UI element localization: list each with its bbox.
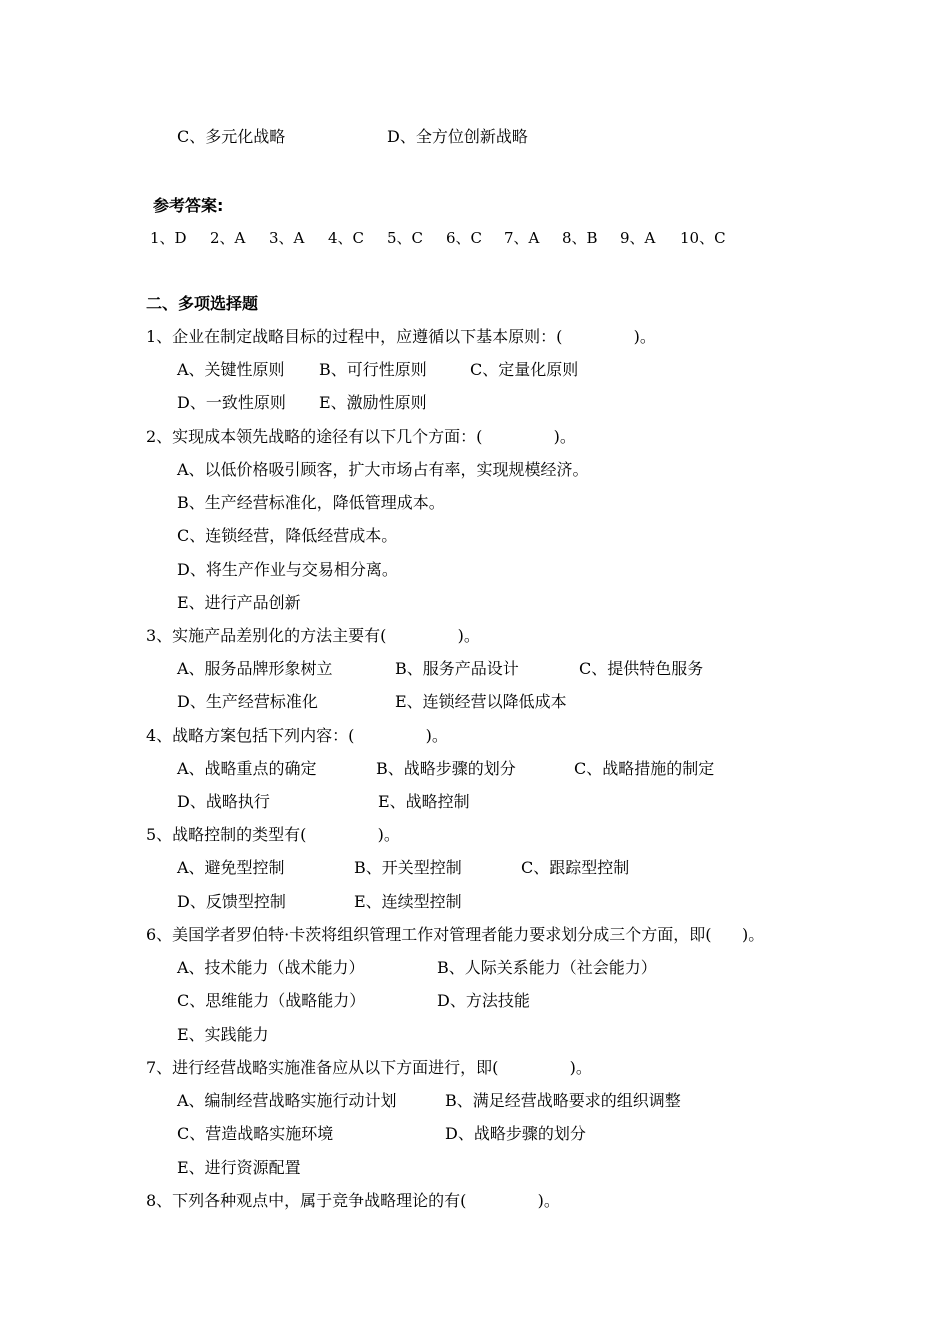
q4-option-b: B、战略步骤的划分 [376, 759, 516, 778]
q1-option-d: D、一致性原则 [177, 393, 286, 412]
q5-option-d: D、反馈型控制 [177, 892, 286, 911]
answer-item: 7、A [504, 229, 540, 247]
question-4-stem: 4、战略方案包括下列内容：( )。 [146, 726, 448, 745]
q3-option-d: D、生产经营标准化 [177, 692, 318, 711]
q7-option-a: A、编制经营战略实施行动计划 [177, 1091, 397, 1110]
q2-option-e: E、进行产品创新 [177, 593, 301, 612]
q6-option-e: E、实践能力 [177, 1025, 269, 1044]
q4-option-d: D、战略执行 [177, 792, 270, 811]
q3-option-a: A、服务品牌形象树立 [177, 659, 333, 678]
question-8-stem: 8、下列各种观点中，属于竞争战略理论的有( )。 [146, 1191, 560, 1210]
answer-item: 1、D [150, 229, 187, 247]
q7-option-e: E、进行资源配置 [177, 1158, 301, 1177]
q4-option-e: E、战略控制 [378, 792, 470, 811]
q6-option-b: B、人际关系能力（社会能力） [437, 958, 657, 977]
prev-option-d: D、全方位创新战略 [387, 127, 528, 146]
q5-option-a: A、避免型控制 [177, 858, 285, 877]
q1-option-a: A、关键性原则 [177, 360, 285, 379]
answer-item: 5、C [387, 229, 424, 247]
q7-option-b: B、满足经营战略要求的组织调整 [445, 1091, 681, 1110]
question-1-stem: 1、企业在制定战略目标的过程中，应遵循以下基本原则：( )。 [146, 327, 656, 346]
q1-option-b: B、可行性原则 [319, 360, 427, 379]
q7-option-d: D、战略步骤的划分 [445, 1124, 586, 1143]
answer-item: 4、C [328, 229, 365, 247]
answer-key-label: 参考答案: [153, 196, 224, 215]
q5-option-e: E、连续型控制 [354, 892, 462, 911]
q1-option-e: E、激励性原则 [319, 393, 427, 412]
q3-option-e: E、连锁经营以降低成本 [395, 692, 567, 711]
answer-item: 3、A [269, 229, 305, 247]
answer-item: 8、B [562, 229, 598, 247]
q4-option-a: A、战略重点的确定 [177, 759, 317, 778]
question-2-stem: 2、实现成本领先战略的途径有以下几个方面：( )。 [146, 427, 576, 446]
q2-option-b: B、生产经营标准化，降低管理成本。 [177, 493, 445, 512]
question-7-stem: 7、进行经营战略实施准备应从以下方面进行，即( )。 [146, 1058, 592, 1077]
q6-option-a: A、技术能力（战术能力） [177, 958, 365, 977]
q7-option-c: C、营造战略实施环境 [177, 1124, 334, 1143]
answer-item: 10、C [680, 229, 726, 247]
prev-option-c: C、多元化战略 [177, 127, 286, 146]
q4-option-c: C、战略措施的制定 [574, 759, 715, 778]
q6-option-c: C、思维能力（战略能力） [177, 991, 366, 1010]
q6-option-d: D、方法技能 [437, 991, 530, 1010]
q5-option-c: C、跟踪型控制 [521, 858, 630, 877]
question-3-stem: 3、实施产品差别化的方法主要有( )。 [146, 626, 480, 645]
q2-option-a: A、以低价格吸引顾客，扩大市场占有率，实现规模经济。 [177, 460, 589, 479]
q3-option-b: B、服务产品设计 [395, 659, 519, 678]
q2-option-d: D、将生产作业与交易相分离。 [177, 560, 398, 579]
answer-item: 2、A [210, 229, 246, 247]
question-6-stem: 6、美国学者罗伯特·卡茨将组织管理工作对管理者能力要求划分成三个方面，即( )。 [146, 925, 765, 944]
q2-option-c: C、连锁经营，降低经营成本。 [177, 526, 398, 545]
question-5-stem: 5、战略控制的类型有( )。 [146, 825, 400, 844]
q5-option-b: B、开关型控制 [354, 858, 462, 877]
answer-item: 6、C [446, 229, 483, 247]
q1-option-c: C、定量化原则 [470, 360, 579, 379]
answer-item: 9、A [620, 229, 656, 247]
section-title: 二、多项选择题 [146, 294, 259, 313]
q3-option-c: C、提供特色服务 [579, 659, 704, 678]
